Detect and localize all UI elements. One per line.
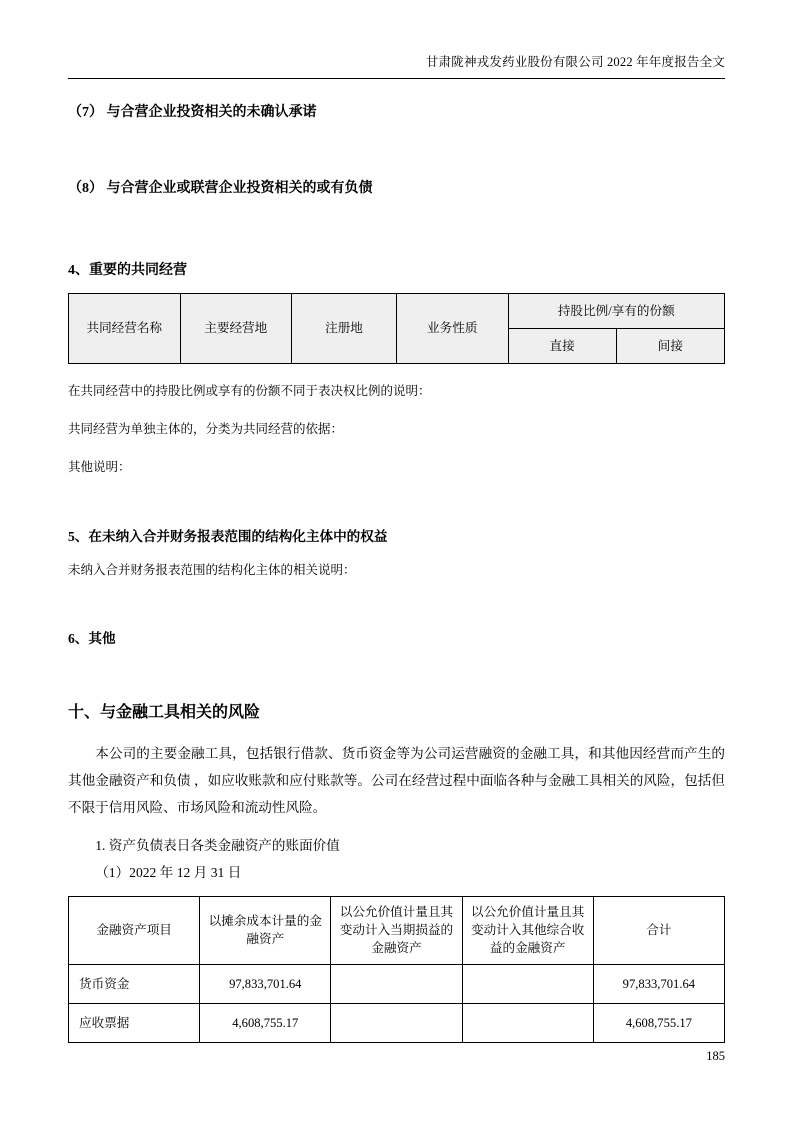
section-item10 (68, 699, 725, 722)
item5-note: 未纳入合并财务报表范围的结构化主体的相关说明： (68, 563, 356, 578)
col-header-fvoci: 以公允价值计量且其变动计入其他综合收益的金融资产 (462, 896, 593, 964)
col-header-name: 共同经营名称 (69, 294, 181, 364)
cell-fvoci (462, 964, 593, 1003)
running-title: 甘肃陇神戎发药业股份有限公司 2022 年年度报告全文 (425, 55, 725, 69)
section-item6 (68, 627, 725, 647)
item4-title: 4、重要的共同经营 (68, 263, 187, 278)
risk-paragraph: 本公司的主要金融工具，包括银行借款、货币资金等为公司运营融资的金融工具，和其他因经营而产生的其他金融资产和负债 ，如应收账款和应付账款等。公司在经营过程中面临各种与金融工具相关的风险，包括但不限于信用风险、市场风险和流动性风险。 (68, 746, 725, 816)
cell-fvtpl (331, 964, 462, 1003)
col-header-item: 金融资产项目 (69, 896, 200, 964)
cell-amortized-cost: 97,833,701.64 (200, 964, 331, 1003)
page-header (68, 0, 725, 79)
section-item4 (68, 259, 725, 279)
note-basis: 共同经营为单独主体的，分类为共同经营的依据： (68, 421, 344, 436)
cell-total: 4,608,755.17 (593, 1003, 724, 1042)
col-header-registration: 注册地 (292, 294, 397, 364)
cell-item: 货币资金 (69, 964, 200, 1003)
col-header-business-nature: 业务性质 (396, 294, 508, 364)
table-row (69, 1003, 725, 1042)
col-header-main-place: 主要经营地 (180, 294, 292, 364)
cell-amortized-cost: 4,608,755.17 (200, 1003, 331, 1042)
item7-title: （7） 与合营企业投资相关的未确认承诺 (68, 105, 317, 120)
item6-title: 6、其他 (68, 631, 116, 646)
sub-section-1 (68, 832, 725, 886)
cell-item: 应收票据 (69, 1003, 200, 1042)
sub1-title: 1. 资产负债表日各类金融资产的账面价值 (95, 837, 340, 853)
table-row (69, 294, 725, 329)
header-rule (68, 78, 725, 79)
item10-title: 十、与金融工具相关的风险 (68, 704, 261, 721)
risk-paragraph-block (68, 740, 725, 822)
table-header-row (69, 896, 725, 964)
sub1-1-title: （1）2022 年 12 月 31 日 (95, 864, 242, 880)
section-item5 (68, 525, 725, 583)
joint-ops-notes (68, 380, 725, 479)
item8-title: （8） 与合营企业或联营企业投资相关的或有负债 (68, 181, 373, 196)
cell-fvoci (462, 1003, 593, 1042)
section-item8 (68, 177, 725, 197)
cell-total: 97,833,701.64 (593, 964, 724, 1003)
table-row (69, 964, 725, 1003)
item5-title: 5、在未纳入合并财务报表范围的结构化主体中的权益 (68, 529, 388, 545)
page-number: 185 (706, 1049, 725, 1063)
col-header-amortized-cost: 以摊余成本计量的金融资产 (200, 896, 331, 964)
col-header-share-group: 持股比例/享有的份额 (508, 294, 725, 329)
financial-assets-table (68, 896, 725, 1043)
section-item7 (68, 101, 725, 121)
col-header-indirect: 间接 (616, 329, 724, 364)
col-header-total: 合计 (593, 896, 724, 964)
note-other: 其他说明： (68, 459, 131, 474)
joint-operations-table (68, 293, 725, 364)
note-ratio: 在共同经营中的持股比例或享有的份额不同于表决权比例的说明： (68, 384, 431, 398)
col-header-direct: 直接 (508, 329, 616, 364)
col-header-fvtpl: 以公允价值计量且其变动计入当期损益的金融资产 (331, 896, 462, 964)
cell-fvtpl (331, 1003, 462, 1042)
